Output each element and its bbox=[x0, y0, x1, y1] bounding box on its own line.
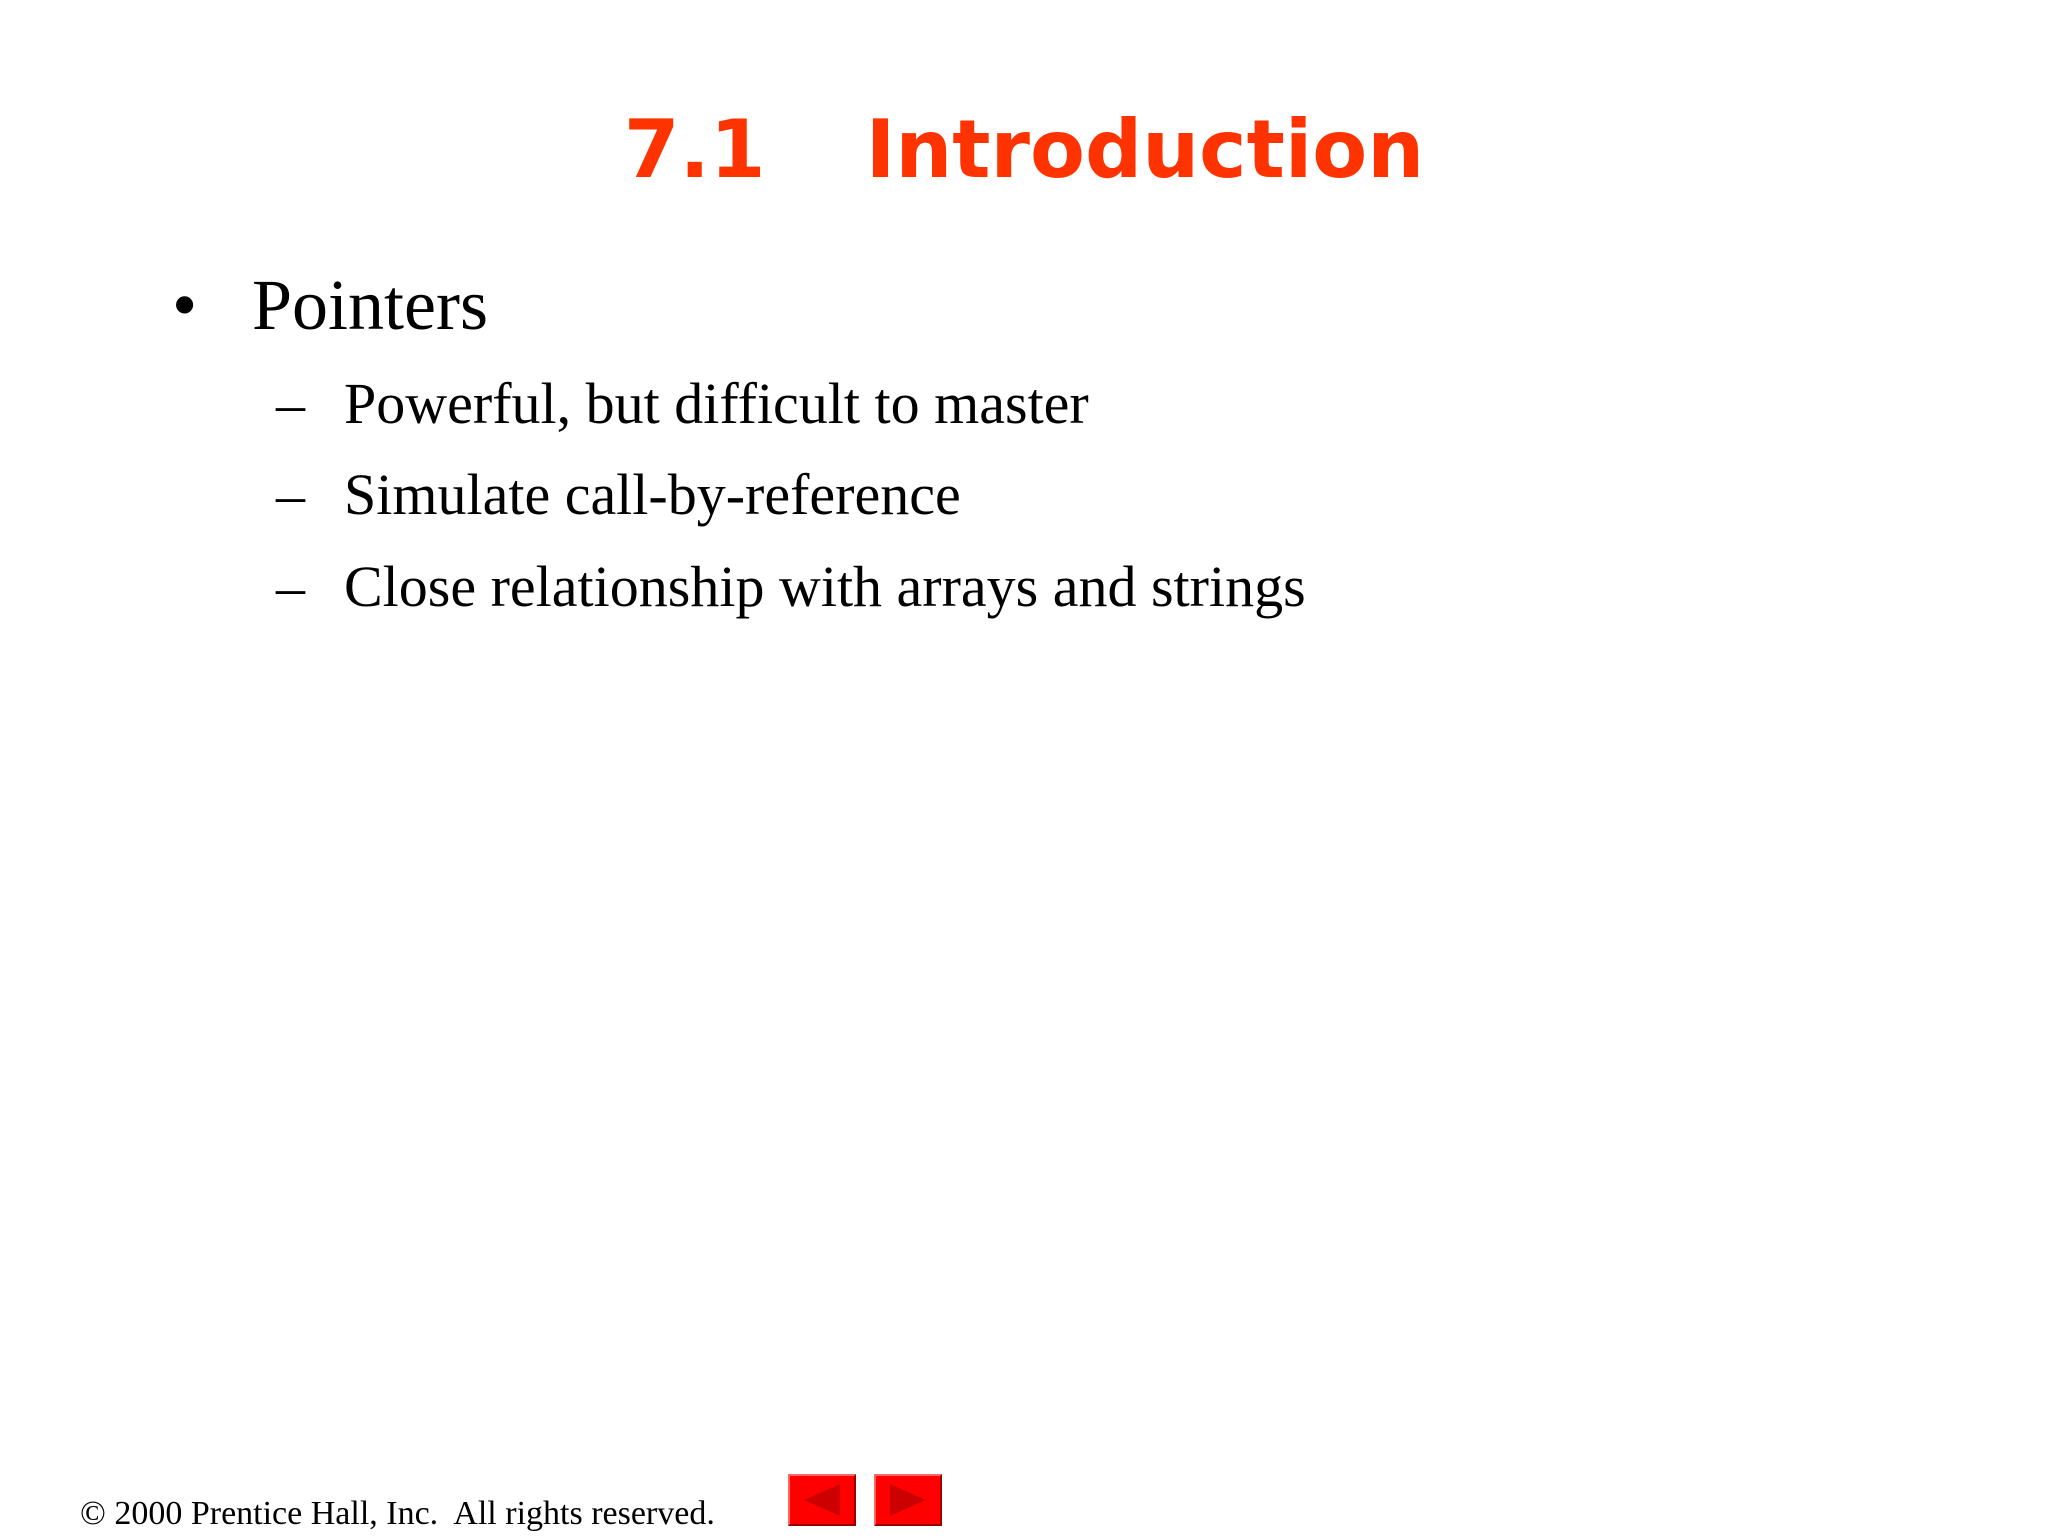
title-text: Introduction bbox=[865, 103, 1425, 196]
sub-bullet-text: Powerful, but difficult to master bbox=[344, 371, 1089, 436]
sub-bullet-text: Close relationship with arrays and strings bbox=[344, 554, 1306, 619]
sub-bullet-mark: – bbox=[276, 554, 305, 619]
sub-bullet-item bbox=[276, 551, 1306, 623]
bullet-item bbox=[172, 260, 488, 350]
sub-bullet-item bbox=[276, 368, 1089, 440]
previous-slide-button[interactable] bbox=[788, 1474, 856, 1526]
next-slide-button[interactable] bbox=[874, 1474, 942, 1526]
title-number: 7.1 bbox=[623, 103, 766, 196]
slide-title bbox=[0, 100, 2048, 200]
sub-bullet-item bbox=[276, 459, 961, 531]
sub-bullet-mark: – bbox=[276, 371, 305, 436]
copyright-footer: © 2000 Prentice Hall, Inc. All rights reserved. bbox=[80, 1495, 715, 1532]
sub-bullet-text: Simulate call-by-reference bbox=[344, 462, 961, 527]
bullet-text: Pointers bbox=[252, 265, 489, 345]
bullet-mark: • bbox=[172, 265, 198, 345]
sub-bullet-mark: – bbox=[276, 462, 305, 527]
